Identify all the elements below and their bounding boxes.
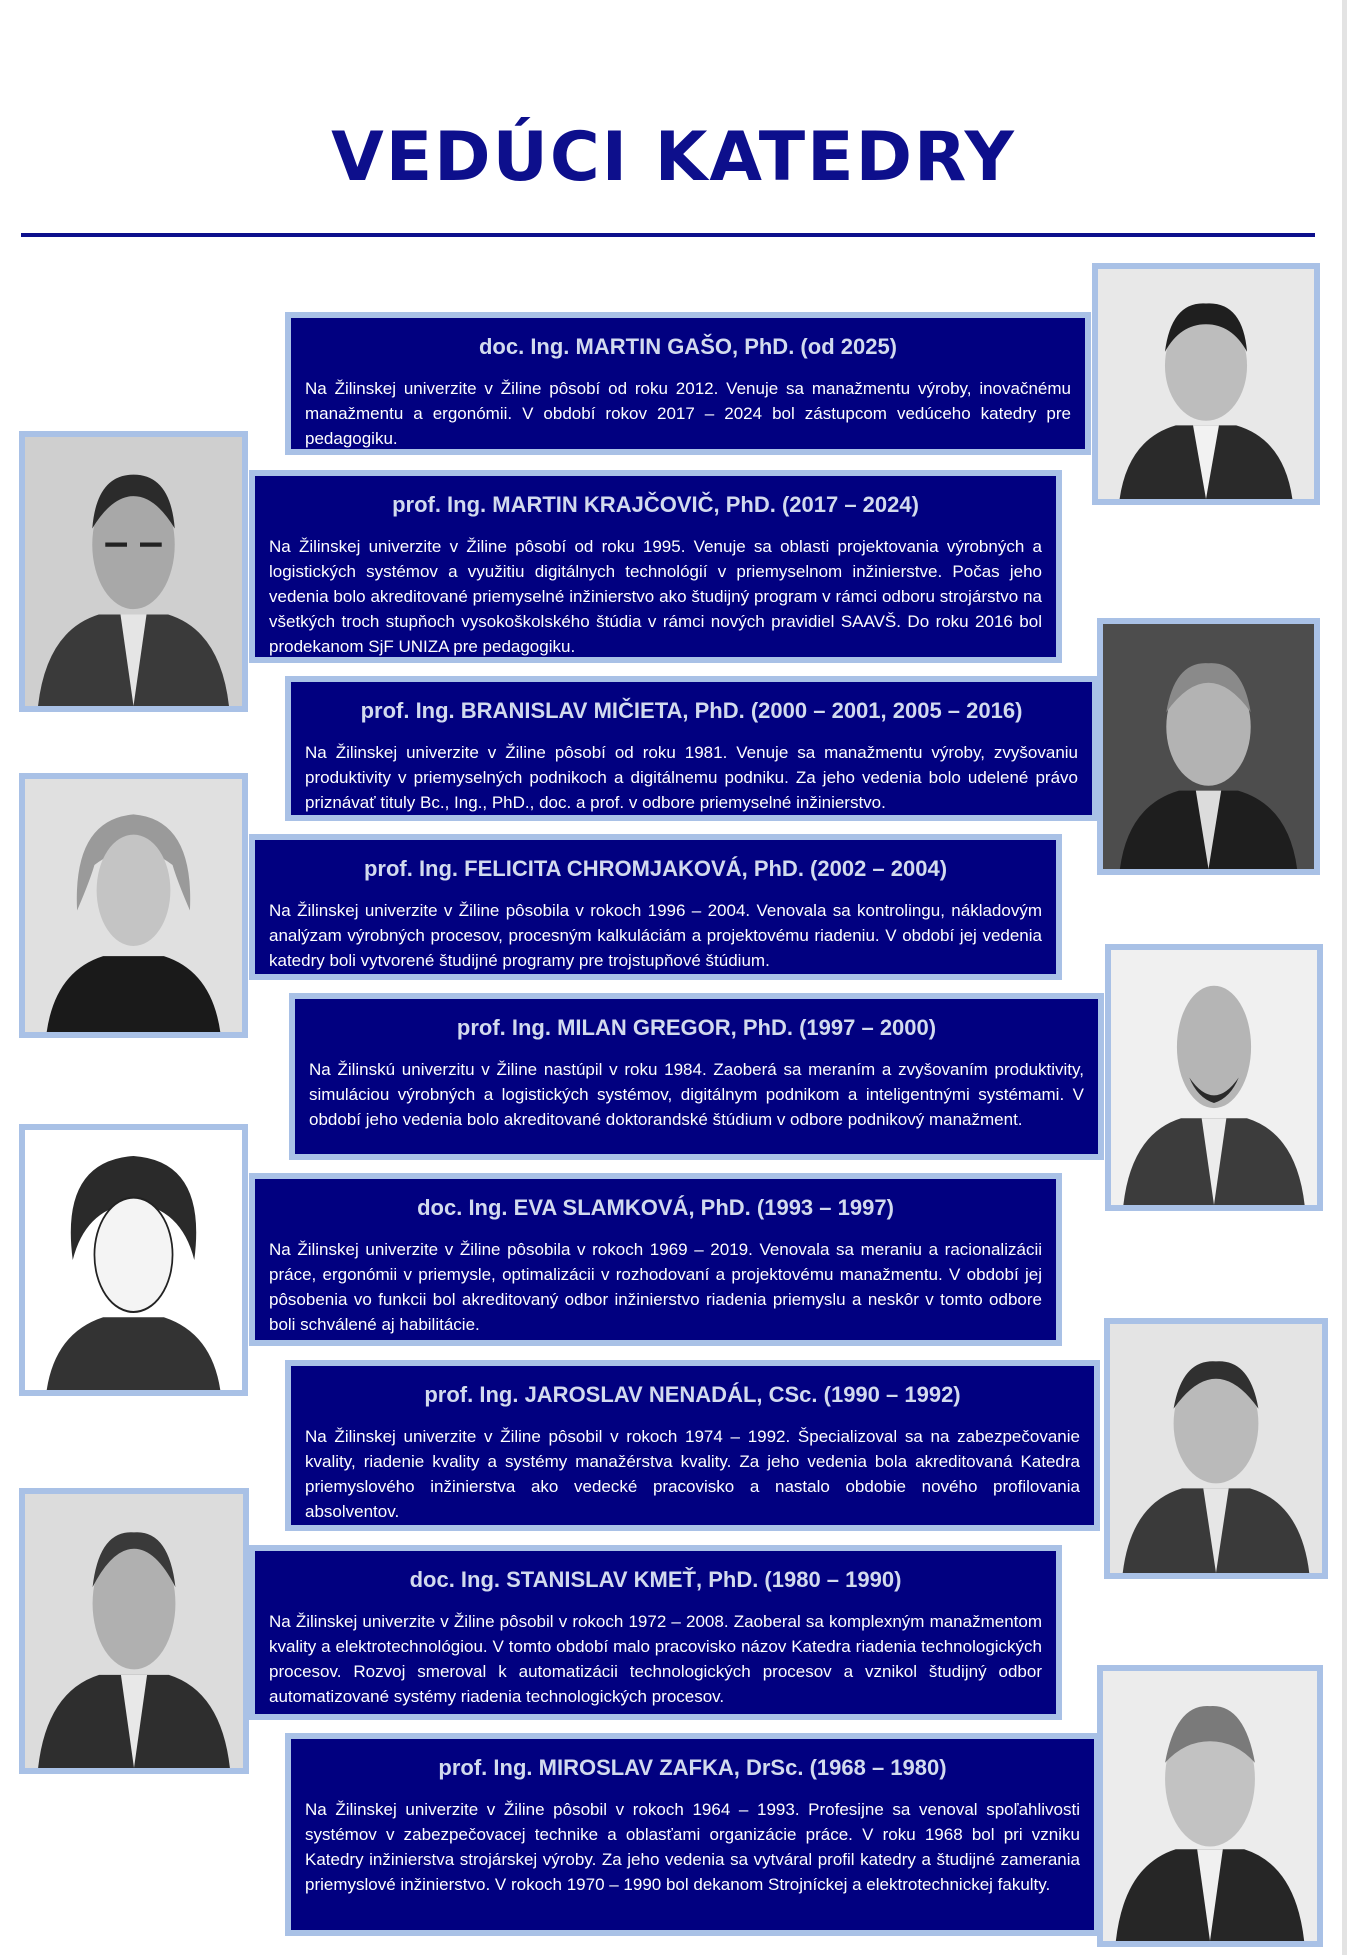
leader-name: prof. Ing. FELICITA CHROMJAKOVÁ, PhD. (2002 – 2004) — [363, 856, 948, 881]
leader-bio: Na Žilinskú univerzitu v Žiline nastúpil v roku 1984. Zaoberá sa meraním a zvyšovaním produktivity, simuláciou výrobných a logistických systémov, digitálnym podnikom a inteligentnými systémami. V období jeho vedenia bolo akreditované doktorandské štúdium v odbore podnikový manažment. — [309, 1060, 1084, 1129]
portrait-silhouette-icon — [25, 779, 242, 1032]
leader-card-gaso — [285, 312, 1091, 455]
page-edge-rule — [1342, 0, 1347, 1955]
leader-bio: Na Žilinskej univerzite v Žiline pôsobil v rokoch 1964 – 1993. Profesijne sa venoval spoľahlivosti systémov v zabezpečovacej technike a oblasťami organizácie práce. V roku 1968 bol pri vzniku Katedry inžinierstva strojárskej výroby. Za jeho vedenia sa vytváral profil katedry a študijné zamerania priemyslové inžinierstvo. V rokoch 1970 – 1990 bol dekanom Strojníckej a elektrotechnickej fakulty. — [305, 1800, 1080, 1894]
leader-card-chromjakova — [249, 834, 1062, 980]
page-title: VEDÚCI KATEDRY — [331, 118, 1016, 197]
leader-bio: Na Žilinskej univerzite v Žiline pôsobila v rokoch 1969 – 2019. Venovala sa meraniu a racionalizácii práce, ergonómii v priemysle, optimalizácii v rozhodovaní a projektovému manažmentu. V období jej pôsobenia vo funkcii bol akreditovaný odbor inžinierstvo riadenia priemyslu a neskôr v tomto odbore boli schválené aj habilitácie. — [269, 1240, 1042, 1334]
leader-card-zafka — [285, 1733, 1100, 1936]
leader-name: prof. Ing. JAROSLAV NENADÁL, CSc. (1990 – 1992) — [424, 1382, 961, 1407]
portrait-silhouette-icon — [1110, 1324, 1322, 1573]
leader-bio: Na Žilinskej univerzite v Žiline pôsobí od roku 1981. Venuje sa manažmentu výroby, zvyšovaniu produktivity v priemyselných podnikoch a digitálnemu podniku. Za jeho vedenia bolo udelené právo priznávať tituly Bc., Ing., PhD., doc. a prof. v odbore priemyselné inžinierstvo. — [305, 743, 1078, 812]
leader-name: doc. Ing. EVA SLAMKOVÁ, PhD. (1993 – 1997) — [417, 1195, 894, 1220]
leader-name: prof. Ing. BRANISLAV MIČIETA, PhD. (2000 – 2001, 2005 – 2016) — [360, 698, 1023, 723]
leader-name: doc. Ing. MARTIN GAŠO, PhD. (od 2025) — [478, 334, 898, 359]
portrait-silhouette-icon — [25, 1494, 243, 1768]
leader-bio: Na Žilinskej univerzite v Žiline pôsobil v rokoch 1974 – 1992. Špecializoval sa na zabezpečovanie kvality, riadenie kvality a systémy manažérstva kvality. Za jeho vedenia bola akreditovaná Katedra priemyslového inžinierstva ako vedecké pracovisko a nastalo obdobie nového profilovania absolventov. — [305, 1427, 1080, 1521]
portrait-photo-nenadal — [1104, 1318, 1328, 1579]
leader-card-krajcovic — [249, 470, 1062, 663]
portrait-photo-chromjakova — [19, 773, 248, 1038]
portrait-photo-krajcovic — [19, 431, 248, 712]
leader-name: prof. Ing. MARTIN KRAJČOVIČ, PhD. (2017 – 2024) — [392, 492, 919, 517]
title-divider — [21, 233, 1315, 237]
portrait-silhouette-icon — [1111, 950, 1317, 1205]
portrait-photo-kmet — [19, 1488, 249, 1774]
leader-bio: Na Žilinskej univerzite v Žiline pôsobí od roku 1995. Venuje sa oblasti projektovania výrobných a logistických systémov a využitiu digitálnych technológií v priemyselnom inžinierstve. Počas jeho vedenia bolo akreditované priemyselné inžinierstvo ako študijný program v rámci odboru strojárstvo na všetkých troch stupňoch vysokoškolského štúdia v rámci nových pravidiel SAAVŠ. Do roku 2016 bol prodekanom SjF UNIZA pre pedagogiku. — [269, 537, 1042, 656]
portrait-silhouette-icon — [25, 437, 242, 706]
leader-card-gregor — [289, 993, 1104, 1160]
portrait-silhouette-icon — [1098, 269, 1314, 499]
leader-card-slamkova — [249, 1173, 1062, 1346]
portrait-sketch-icon — [25, 1130, 242, 1390]
leader-card-micieta — [285, 676, 1098, 821]
leader-bio: Na Žilinskej univerzite v Žiline pôsobil v rokoch 1972 – 2008. Zaoberal sa komplexným manažmentom kvality a elektrotechnológiou. V tomto období malo pracovisko názov Katedra riadenia technologických procesov. Rozvoj smeroval k automatizácii technologických procesov a vznikol študijný odbor automatizované systémy riadenia technologických procesov. — [269, 1612, 1042, 1706]
leader-name: prof. Ing. MILAN GREGOR, PhD. (1997 – 2000) — [456, 1015, 937, 1040]
leader-bio: Na Žilinskej univerzite v Žiline pôsobila v rokoch 1996 – 2004. Venovala sa kontrolingu, nákladovým analýzam výrobných procesov, procesným kalkuláciám a projektovému riadeniu. V období jej vedenia katedry boli vytvorené študijné programy pre trojstupňové štúdium. — [269, 901, 1042, 970]
portrait-photo-gaso — [1092, 263, 1320, 505]
leader-name: doc. Ing. STANISLAV KMEŤ, PhD. (1980 – 1990) — [409, 1567, 902, 1592]
portrait-drawing-slamkova — [19, 1124, 248, 1396]
leader-card-nenadal — [285, 1360, 1100, 1531]
leader-name: prof. Ing. MIROSLAV ZAFKA, DrSc. (1968 – 1980) — [438, 1755, 947, 1780]
portrait-photo-zafka — [1097, 1665, 1323, 1947]
portrait-silhouette-icon — [1103, 624, 1314, 869]
portrait-photo-micieta — [1097, 618, 1320, 875]
portrait-photo-gregor — [1105, 944, 1323, 1211]
leader-card-kmet — [249, 1545, 1062, 1720]
leader-bio: Na Žilinskej univerzite v Žiline pôsobí od roku 2012. Venuje sa manažmentu výroby, inovačnému manažmentu a ergonómii. V období rokov 2017 – 2024 bol zástupcom vedúceho katedry pre pedagogiku. — [305, 379, 1071, 448]
portrait-silhouette-icon — [1103, 1671, 1317, 1941]
